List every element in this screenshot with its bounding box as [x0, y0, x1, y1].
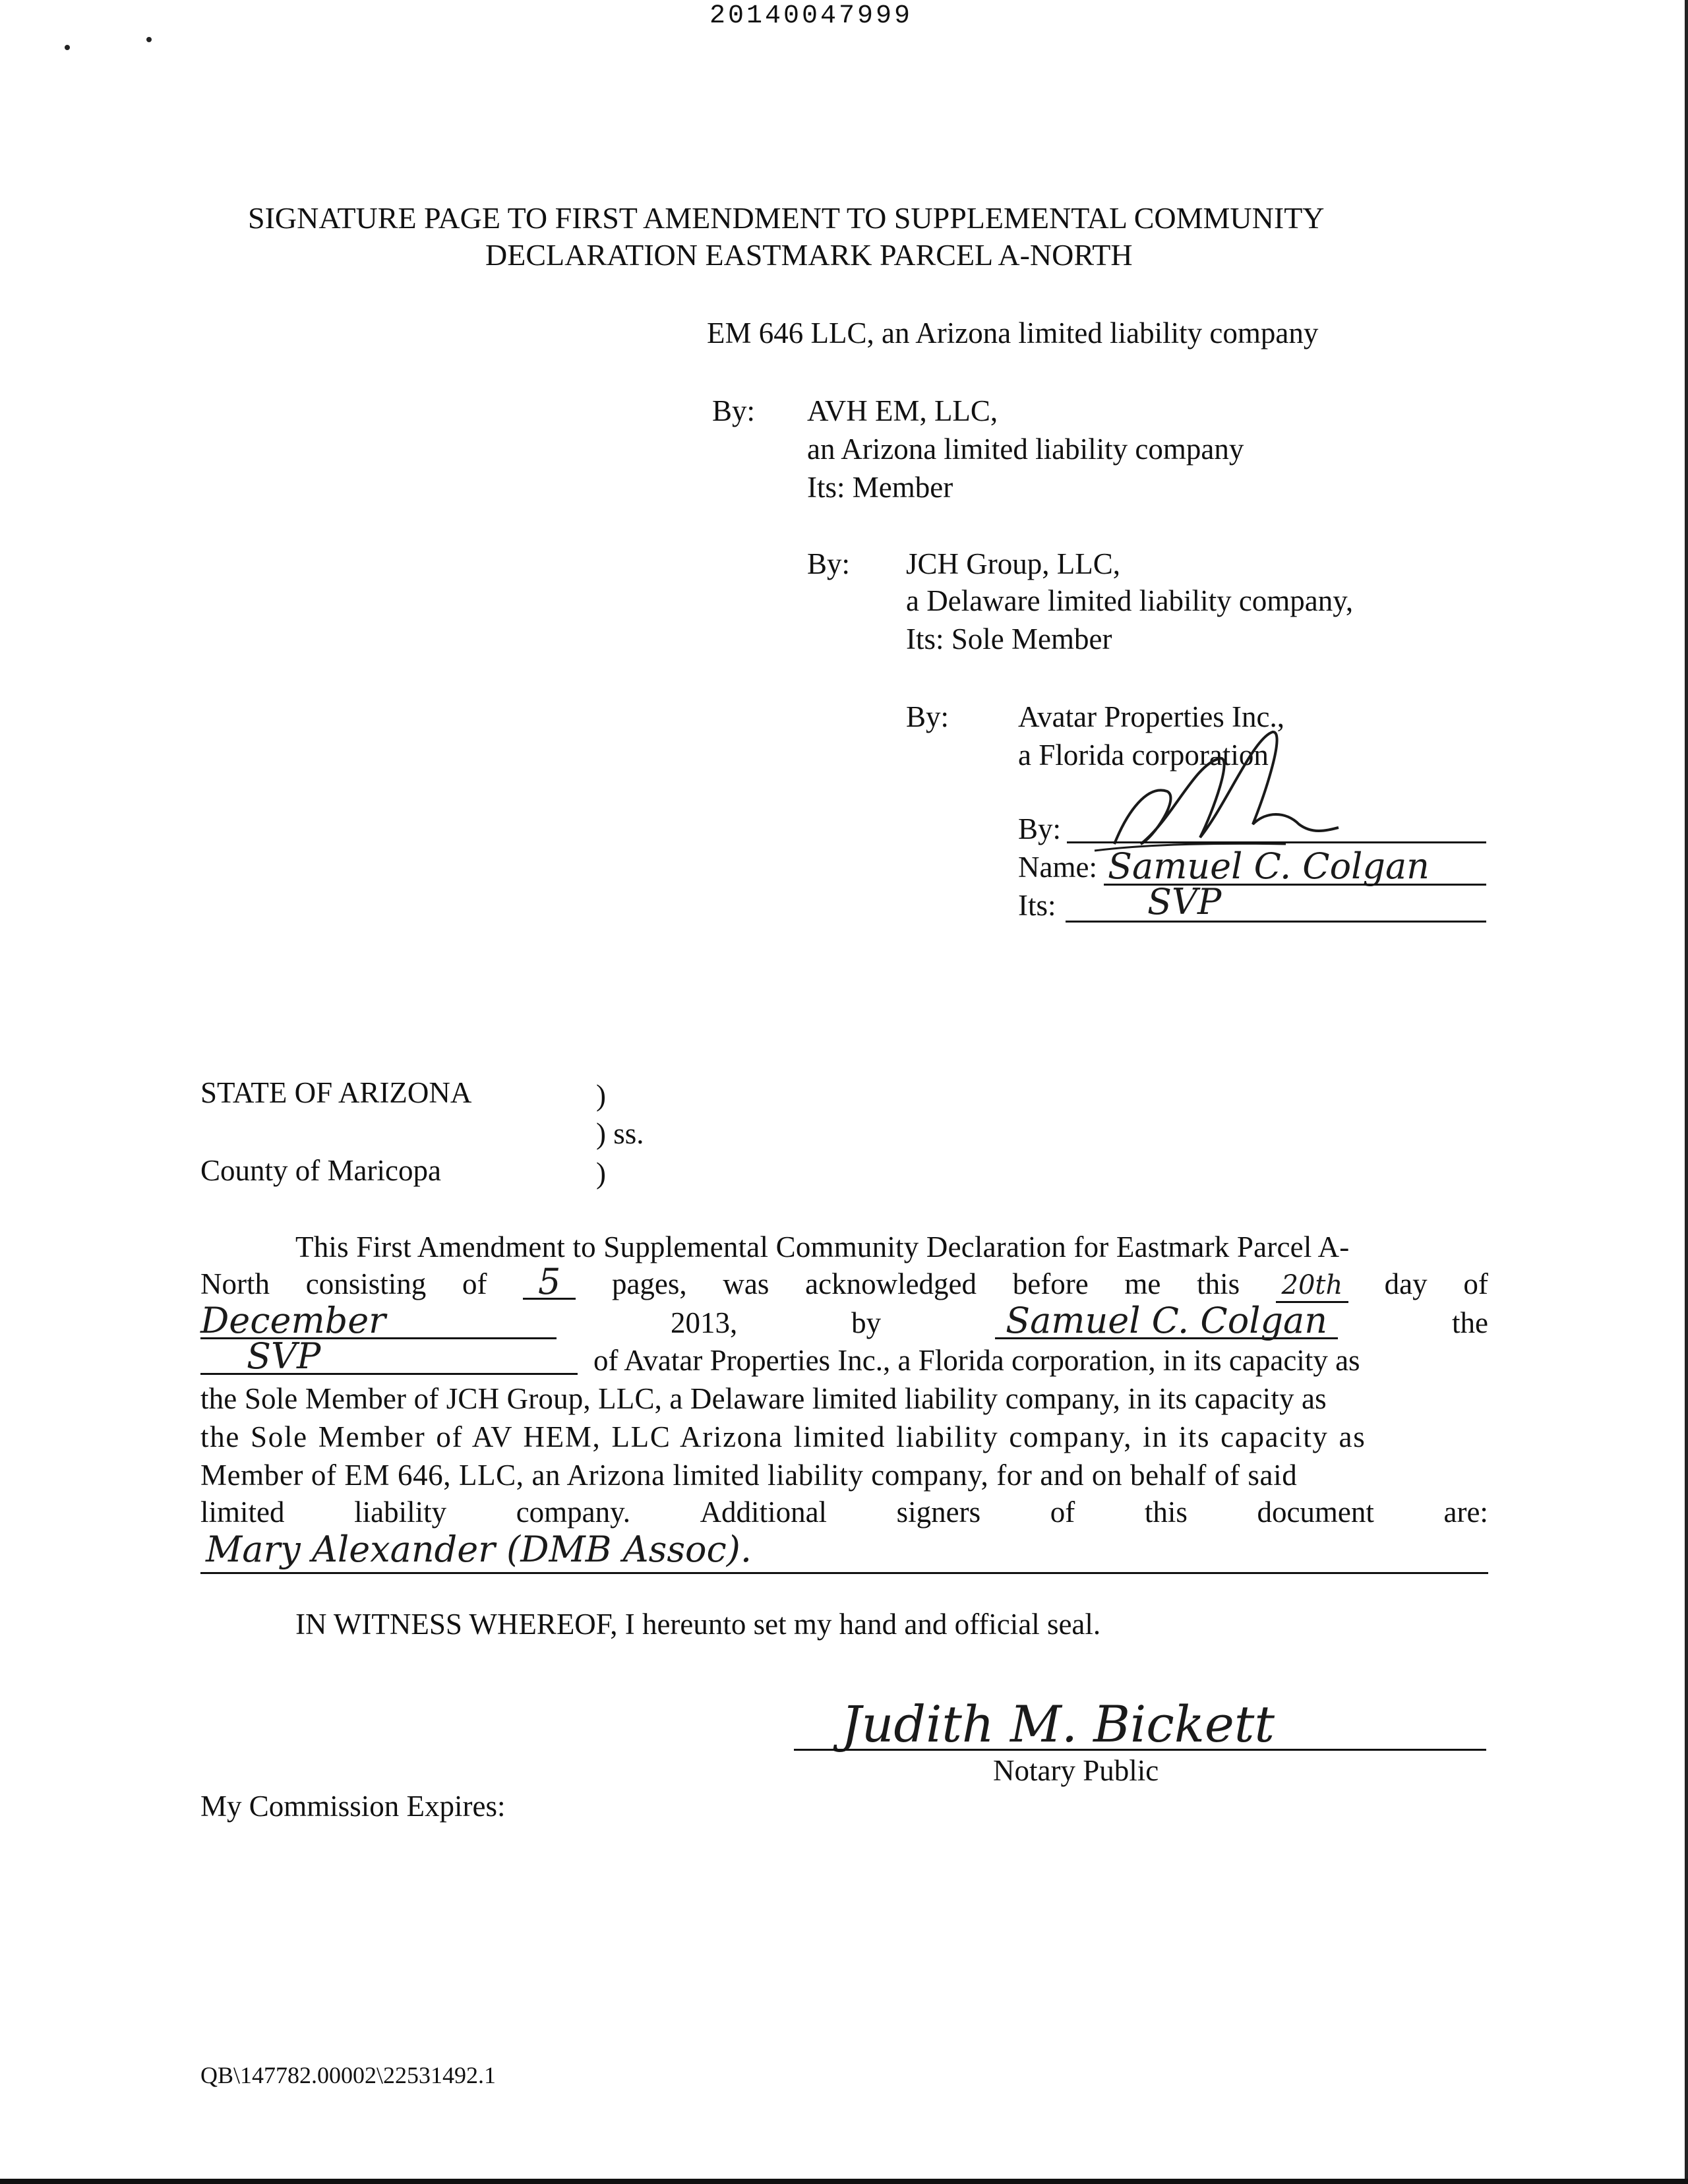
- ack-word: pages,: [611, 1267, 687, 1300]
- heading-line-1: SIGNATURE PAGE TO FIRST AMENDMENT TO SUPPLEMENTAL COMMUNITY: [248, 201, 1325, 235]
- ack-word: document: [1257, 1496, 1374, 1529]
- sole-member-its: Its: Sole Member: [906, 622, 1112, 655]
- ack-word: by: [851, 1306, 882, 1339]
- ack-line-6: the Sole Member of AV HEM, LLC Arizona limited liability company, in its capacity as: [200, 1420, 1366, 1453]
- ack-word: signers: [896, 1496, 981, 1529]
- ack-word: me: [1124, 1267, 1161, 1300]
- name-value: Samuel C. Colgan: [1108, 845, 1430, 887]
- notary-signature-line: [794, 1749, 1486, 1751]
- corporation-desc: a Florida corporation: [1018, 739, 1269, 772]
- sole-member-desc: a Delaware limited liability company,: [906, 584, 1354, 617]
- ack-word: of: [462, 1267, 487, 1300]
- title-value: SVP: [200, 1340, 578, 1375]
- state-label: STATE OF ARIZONA: [200, 1076, 472, 1109]
- notary-label: Notary Public: [993, 1754, 1159, 1787]
- ack-word: day: [1384, 1267, 1428, 1300]
- pages-count-value: 5: [523, 1266, 576, 1300]
- venue-paren-2: ): [596, 1157, 606, 1190]
- additional-signers-value: Mary Alexander (DMB Assoc).: [206, 1529, 752, 1570]
- name-label: Name:: [1018, 851, 1097, 884]
- ack-line-8: [200, 1494, 1488, 1530]
- ack-word: Additional: [700, 1496, 828, 1529]
- ack-word: this: [1197, 1267, 1240, 1300]
- county-label: County of Maricopa: [200, 1154, 441, 1187]
- footer-reference: QB\147782.00002\22531492.1: [200, 2062, 497, 2088]
- ack-word: limited: [200, 1496, 285, 1529]
- venue-ss: ) ss.: [596, 1117, 644, 1150]
- ack-word: acknowledged: [805, 1267, 977, 1300]
- ack-line-7: Member of EM 646, LLC, an Arizona limited liability company, for and on behalf of said: [200, 1459, 1298, 1492]
- its-label: Its:: [1018, 889, 1056, 922]
- corporation-name: Avatar Properties Inc.,: [1018, 700, 1285, 733]
- ack-word: consisting: [305, 1267, 427, 1300]
- ack-line-4-text: of Avatar Properties Inc., a Florida corporation, in its capacity as: [593, 1344, 1360, 1377]
- sole-member-name: JCH Group, LLC,: [906, 547, 1120, 580]
- scan-edge-bottom: [0, 2179, 1688, 2184]
- ack-word: was: [723, 1267, 769, 1300]
- by-label-3: By:: [906, 700, 950, 733]
- venue-paren-1: ): [596, 1079, 606, 1112]
- member-name: AVH EM, LLC,: [807, 394, 998, 427]
- ack-line-3: [200, 1300, 1488, 1341]
- by-label-1: By:: [712, 394, 756, 427]
- ack-word: liability: [354, 1496, 447, 1529]
- ack-line-1: This First Amendment to Supplemental Community Declaration for Eastmark Parcel A-: [295, 1230, 1350, 1263]
- ack-word: are:: [1443, 1496, 1488, 1529]
- ack-word: this: [1144, 1496, 1188, 1529]
- ack-word: 2013,: [670, 1306, 738, 1339]
- ack-word: the: [1452, 1306, 1488, 1339]
- heading-line-2: DECLARATION EASTMARK PARCEL A-NORTH: [485, 238, 1133, 272]
- ack-word: before: [1012, 1267, 1089, 1300]
- member-its: Its: Member: [807, 471, 953, 504]
- notary-signature: Judith M. Bickett: [841, 1695, 1275, 1753]
- document-number: 20140047999: [709, 1, 913, 31]
- month-value: December: [200, 1304, 557, 1339]
- signer-value: Samuel C. Colgan: [995, 1304, 1338, 1339]
- its-line: [1066, 921, 1486, 923]
- ack-word: of: [1463, 1267, 1488, 1300]
- ack-word: North: [200, 1267, 270, 1300]
- sign-by-line: [1067, 841, 1486, 843]
- commission-expires-label: My Commission Expires:: [200, 1790, 506, 1823]
- ack-line-2: [200, 1261, 1488, 1303]
- sign-by-label: By:: [1018, 812, 1062, 845]
- witness-statement: IN WITNESS WHEREOF, I hereunto set my hand and official seal.: [295, 1608, 1101, 1641]
- ack-word: company.: [516, 1496, 630, 1529]
- scan-speck: [146, 37, 152, 42]
- by-label-2: By:: [807, 547, 851, 580]
- entity-name: EM 646 LLC, an Arizona limited liability company: [707, 317, 1319, 349]
- day-value: 20th: [1276, 1269, 1348, 1303]
- ack-word: of: [1050, 1496, 1075, 1529]
- scan-speck: [65, 45, 70, 50]
- scan-edge-right: [1685, 0, 1688, 2184]
- ack-line-5: the Sole Member of JCH Group, LLC, a Delaware limited liability company, in its capacity as: [200, 1382, 1327, 1415]
- member-desc: an Arizona limited liability company: [807, 433, 1244, 466]
- its-value: SVP: [1147, 881, 1222, 923]
- additional-signers-line: [200, 1572, 1488, 1574]
